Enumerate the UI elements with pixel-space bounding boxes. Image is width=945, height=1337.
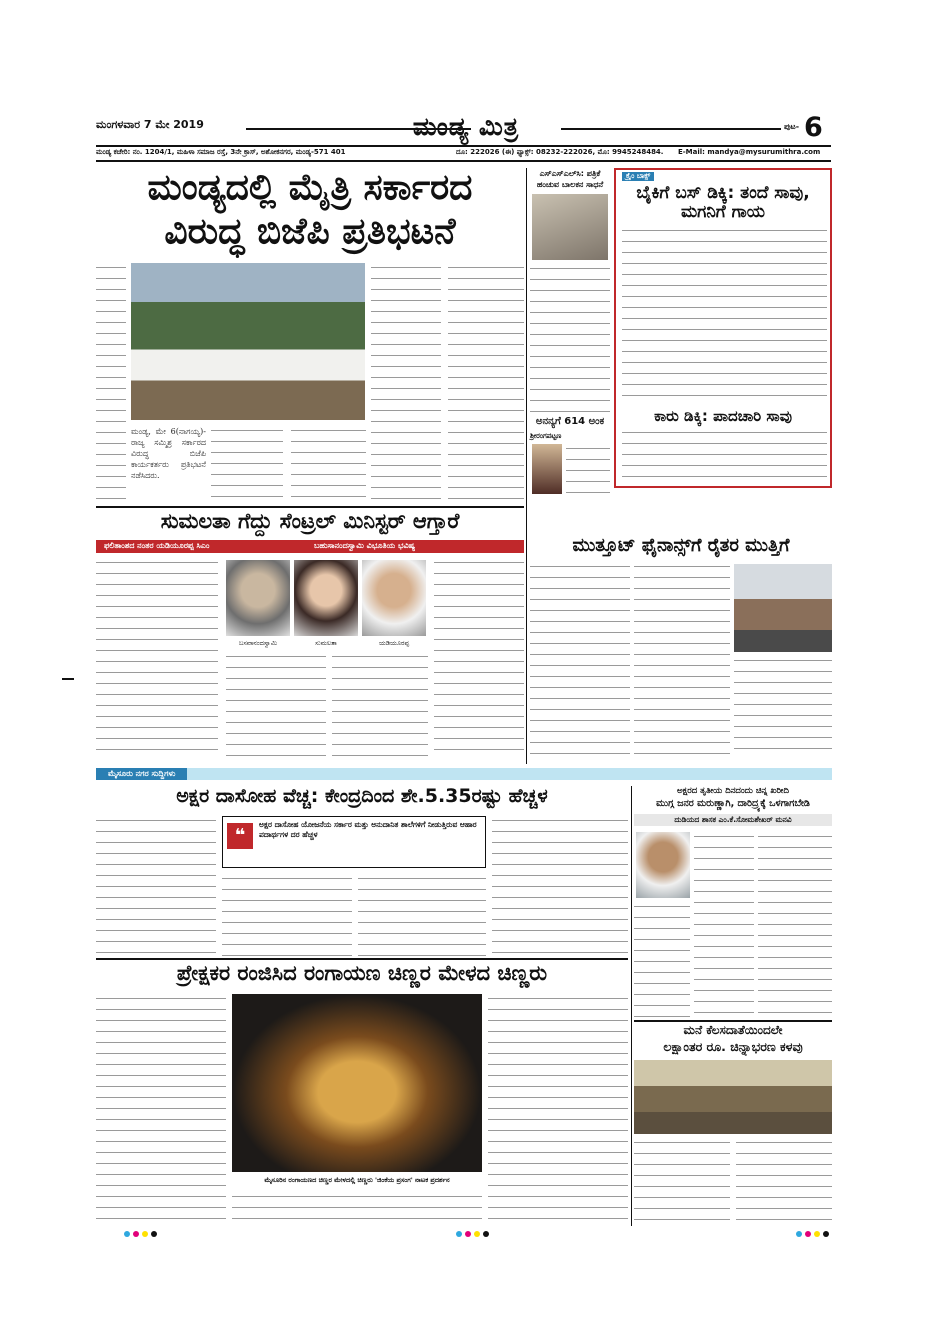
akshara-highlight-box (222, 816, 486, 868)
rangayana-rule-top (96, 958, 628, 960)
theft-headline-line2: ಲಕ್ಷಾಂತರ ರೂ. ಚಿನ್ನಾಭರಣ ಕಳವು (663, 1039, 803, 1054)
rangayana-photo-caption: ಮೈಸೂರಿನ ರಂಗಾಯಣದ ಚಿಣ್ಣರ ಮೇಳದಲ್ಲಿ ಚಿಣ್ಣರು 'ಜಿಂಕೆಯ ಪ್ರಸಂಗ' ನಾಟಕ ಪ್ರದರ್ಶನ (264, 1176, 450, 1184)
theft-story (634, 1020, 832, 1226)
lead-body-col1 (96, 263, 126, 503)
sslc-student-photo (532, 194, 608, 260)
lead-headline-line2: ವಿರುದ್ಧ ಬಿಜೆಪಿ ಪ್ರತಿಭಟನೆ (164, 211, 456, 252)
office-address: ಮಂಡ್ಯ ಕಚೇರಿ: ನಂ. 1204/1, ಮಹಿಳಾ ಸಮಾಜ ರಸ್ತೆ, 3ನೇ ಕ್ರಾಸ್, ಅಶೋಕನಗರ, ಮಂಡ್ಯ-571 401 (96, 148, 346, 156)
office-phone: ದೂ: 222026 (ಈ) ಫ್ಯಾಕ್ಸ್: 08232-222026, ಮೊ: 9945248484. (456, 148, 664, 156)
rangayana-play-photo (232, 994, 482, 1172)
akshara-body-col3 (358, 874, 486, 956)
muthoot-body-col3 (734, 656, 832, 758)
caption-yeddyurappa: ಯಡಿಯೂರಪ್ಪ (378, 639, 410, 647)
sumalatha-story (96, 506, 524, 761)
rangayana-body-col3 (488, 994, 628, 1224)
protest-photo (131, 263, 365, 420)
masthead-date: ಮಂಗಳವಾರ 7 ಮೇ 2019 (96, 118, 204, 131)
appeal-body-col0 (634, 902, 690, 1018)
theft-body-col1 (634, 1138, 730, 1226)
rangayana-body-col2 (232, 1192, 482, 1224)
sslc-marks: ಅನನ್ಯಗೆ 614 ಅಂಕ (535, 416, 605, 427)
sslc-headline: ಎಸ್‌ಎಸ್‌ಎಲ್‌ಸಿ: ಪತ್ರಿಕೆ ಹಂಚುವ ಬಾಲಕನ ಸಾಧನೆ (536, 169, 604, 189)
akshara-body-col1 (96, 816, 216, 956)
crime-sub-headline: ಕಾರು ಡಿಕ್ಕಿ: ಪಾದಚಾರಿ ಸಾವು (654, 407, 792, 425)
registration-dots-right (796, 1231, 829, 1237)
sumalatha-headline: ಸುಮಲತಾ ಗೆದ್ದು ಸೆಂಟ್ರಲ್ ಮಿನಿಸ್ಟರ್ ಆಗ್ತಾರೆ (160, 509, 460, 533)
theft-police-photo (634, 1060, 832, 1134)
appeal-headline-line2: ಮುಗ್ಗ ಜನರ ಮರುಣ್ಣಾಗಿ, ದಾರಿದ್ರ್ಯಕ್ಕೆ ಒಳಗಾಗಬೇಡಿ (656, 798, 810, 809)
sslc-story (530, 168, 610, 503)
lead-headline-line1: ಮಂಡ್ಯದಲ್ಲಿ ಮೈತ್ರಿ ಸರ್ಕಾರದ (147, 167, 473, 208)
column-rule-2 (631, 786, 632, 1226)
masthead (96, 112, 831, 164)
sumalatha-body-col2 (226, 652, 326, 758)
muthoot-body-col1 (530, 562, 630, 758)
paper-name: ಮಂಡ್ಯ ಮಿತ್ರ (412, 112, 520, 141)
lead-story (96, 168, 524, 503)
column-rule-1 (526, 168, 527, 764)
muthoot-story (530, 506, 832, 761)
sumalatha-tag-band (96, 540, 524, 553)
appeal-byline: ದುಡಿಯದ ಶಾಸಕ ಎಂ.ಕೆ.ಸೋಮಶೇಖರ್ ಮನವಿ (634, 814, 832, 826)
crime-body-1 (622, 226, 827, 406)
lead-body-start: ಮಂಡ್ಯ, ಮೇ 6(ನಾಗಯ್ಯ)- ರಾಜ್ಯ ಸಮ್ಮಿಶ್ರ ಸರ್ಕಾರದ ವಿರುದ್ಧ ಬಿಜೆಪಿ ಕಾರ್ಯಕರ್ತರು ಪ್ರತಿಭಟನೆ ನಡೆಸಿದರು. (131, 427, 206, 480)
crime-headline: ಬೈಕಿಗೆ ಬಸ್ ಡಿಕ್ಕಿ: ತಂದೆ ಸಾವು, ಮಗನಿಗೆ ಗಾಯ (636, 183, 810, 222)
appeal-body-col1 (694, 832, 754, 1018)
akshara-body-col2 (222, 874, 352, 956)
appeal-story (634, 786, 832, 1018)
office-email: E-Mail: mandya@mysurumithra.com (678, 148, 821, 156)
akshara-highlight-text: ಅಕ್ಷರ ದಾಸೋಹ ಯೋಜನೆಯ ಸರ್ಕಾರ ಮತ್ತು ಅನುದಾನಿತ ಶಾಲೆಗಳಿಗೆ ನೀಡುತ್ತಿರುವ ಆಹಾರ ಪದಾರ್ಥಗಳ ದರ ಹೆಚ್ಚಳ (259, 820, 477, 839)
masthead-rule-right (561, 128, 781, 130)
page-label: ಪುಟ- (784, 122, 800, 131)
caption-sumalatha: ಸುಮಲತಾ (315, 639, 337, 647)
theft-body-col2 (736, 1138, 832, 1226)
crime-body-2 (622, 428, 827, 483)
sumalatha-tag-left: ಫಲಿತಾಂಶದ ನಂತರ ಯಡಿಯೂರಪ್ಪ ಸಿಎಂ (104, 541, 210, 550)
muthoot-body-col2 (634, 562, 730, 758)
sumalatha-rule-top (96, 506, 524, 508)
sslc-body (530, 264, 610, 412)
appeal-headline-line1: ಅಕ್ಷರದ ತೃತೀಯ ದಿನದಂದು ಚಿನ್ನ ಖರೀದಿ (676, 786, 789, 796)
sumalatha-body-col3 (332, 652, 428, 758)
sumalatha-body-col1 (96, 558, 218, 758)
sumalatha-tag-right: ಬಹುಸಾನಂದಸ್ವಾಮಿ ವಿಭೂತಿಯ ಭವಿಷ್ಯ (314, 541, 416, 550)
caption-basavanandaswamy: ಬಸವಾನಂದಸ್ವಾಮಿ (238, 639, 278, 647)
lead-body-col5 (448, 263, 524, 503)
crime-tag: ಕ್ರೈಂ ಬಾಕ್ಸ್ (622, 172, 654, 181)
muthoot-headline: ಮುತ್ತೂಟ್ ಫೈನಾನ್ಸ್‌ಗೆ ರೈತರ ಮುತ್ತಿಗೆ (572, 535, 790, 556)
sumalatha-body-col4 (434, 558, 524, 758)
appeal-body-col2 (758, 832, 832, 1018)
photo-sumalatha (294, 560, 358, 636)
page-number: 6 (804, 112, 823, 143)
muthoot-protest-photo (734, 564, 832, 652)
lead-body-col3 (291, 426, 366, 503)
address-rule-bottom (96, 160, 831, 162)
appeal-somashekar-photo (636, 832, 690, 898)
registration-dots-center (456, 1231, 489, 1237)
section-band-label: ಮೈಸೂರು ನಗರ ಸುದ್ದಿಗಳು (96, 768, 187, 780)
akshara-headline: ಅಕ್ಷರ ದಾಸೋಹ ವೆಚ್ಚ: ಕೇಂದ್ರದಿಂದ ಶೇ.5.35ರಷ್ಟು ಹೆಚ್ಚಳ (176, 785, 548, 807)
rangayana-headline: ಪ್ರೇಕ್ಷಕರ ರಂಜಿಸಿದ ರಂಗಾಯಣ ಚಿಣ್ಣರ ಮೇಳದ ಚಿಣ್ಣರು (176, 961, 548, 985)
theft-headline-line1: ಮನೆ ಕೆಲಸದಾತೆಯಿಂದಲೇ (683, 1023, 783, 1037)
akshara-highlight-icon: ❝ (227, 823, 253, 849)
sslc-girl-photo (532, 444, 562, 494)
photo-basavanandaswamy (226, 560, 290, 636)
crime-box (614, 168, 832, 488)
photo-yeddyurappa (362, 560, 426, 636)
registration-dots-left (124, 1231, 157, 1237)
lead-body-col2 (211, 426, 283, 503)
akshara-body-col4 (492, 816, 628, 956)
address-rule-top (96, 145, 831, 147)
lead-body-col4 (371, 263, 441, 503)
sslc-body-2 (566, 444, 610, 502)
sslc-place: ಶ್ರೀರಂಗಪಟ್ಟಣ (530, 432, 562, 440)
akshara-story (96, 786, 628, 956)
rangayana-body-col1 (96, 994, 226, 1224)
crop-mark (62, 678, 74, 680)
section-band (96, 768, 832, 780)
theft-rule-top (634, 1020, 832, 1022)
rangayana-story (96, 958, 628, 1226)
